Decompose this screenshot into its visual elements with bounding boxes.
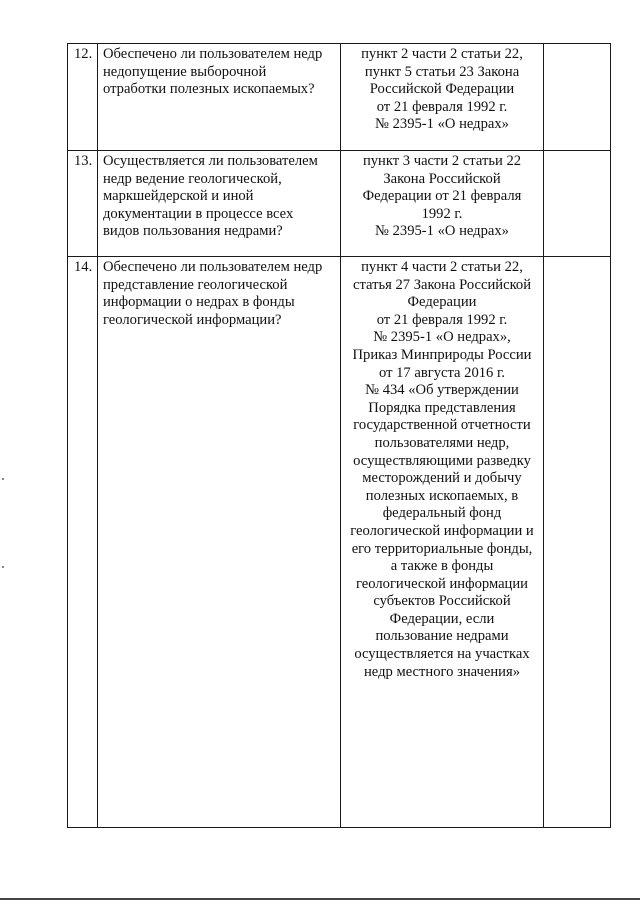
legal-reference-text: 1992 г. [421,205,463,222]
legal-reference-text: № 2395-1 «О недрах» [375,223,509,240]
answer-cell [544,44,611,151]
legal-reference-text: пункт 4 части 2 статьи 22, [361,259,523,275]
legal-reference-text: Федерации, если [389,610,495,627]
legal-reference-text: осуществляющими разведку [353,452,531,469]
legal-reference-cell [341,257,544,828]
legal-reference-text: № 2395-1 «О недрах» [375,116,509,133]
table-row [68,257,611,828]
legal-reference-text: геологической информации [355,575,528,592]
legal-reference-text: № 434 «Об утверждении [365,382,519,399]
legal-reference-text: геологической информации и [350,522,534,539]
legal-reference-text: пользование недрами [375,628,509,645]
answer-cell [544,151,611,257]
legal-reference-text: статья 27 Закона Российской [352,276,532,293]
question-text: Осуществляется ли пользователем [103,153,318,169]
legal-reference-text: Федерации [407,294,477,311]
legal-reference-text: Закона Российской [383,170,501,187]
checklist-table [67,43,611,828]
question-text: представление геологической [103,276,288,293]
question-text: документации в процессе всех [103,205,294,222]
legal-reference-text: федеральный фонд [382,505,502,522]
row-number: 12. [68,44,98,151]
question-text: недопущение выборочной [103,63,267,80]
legal-reference-text: от 17 августа 2016 г. [378,364,505,381]
scan-artifact [2,566,4,568]
legal-reference-cell [341,151,544,257]
question-text: видов пользования недрами? [103,223,283,240]
legal-reference-text: Российской Федерации [369,81,515,98]
row-number: 13. [68,151,98,257]
question-cell [98,151,341,257]
legal-reference-text: от 21 февраля 1992 г. [376,311,508,328]
table-row [68,44,611,151]
legal-reference-text: осуществляется на участках [354,646,530,663]
legal-reference-text: пользователями недр, [374,434,510,451]
question-cell [98,44,341,151]
question-text: информации о недрах в фонды [103,294,295,311]
legal-reference-text: месторождений и добычу [362,470,522,487]
legal-reference-text: Федерации от 21 февраля [362,188,522,205]
question-text: Обеспечено ли пользователем недр [103,259,323,275]
legal-reference-text: пункт 5 статьи 23 Закона [364,63,520,80]
legal-reference-text: Порядка представления [368,399,516,416]
legal-reference-text: полезных ископаемых, в [365,487,519,504]
answer-cell [544,257,611,828]
question-text: геологической информации? [103,311,282,328]
legal-reference-text: от 21 февраля 1992 г. [376,98,508,115]
legal-reference-text: государственной отчетности [353,417,531,434]
legal-reference-text: его территориальные фонды, [351,540,533,557]
legal-reference-cell [341,44,544,151]
legal-reference-text: субъектов Российской [373,593,511,610]
scan-artifact [2,478,4,480]
question-text: отработки полезных ископаемых? [103,81,315,98]
page-edge-line [0,898,640,900]
row-number: 14. [68,257,98,828]
legal-reference-text: пункт 3 части 2 статьи 22 [362,153,522,169]
legal-reference-text: а также в фонды [390,558,494,575]
legal-reference-text: № 2395-1 «О недрах», [373,329,511,346]
table-row [68,151,611,257]
legal-reference-text: Приказ Минприроды России [352,346,532,363]
question-text: недр ведение геологической, [103,170,282,187]
legal-reference-text: недр местного значения» [364,663,520,680]
question-cell [98,257,341,828]
question-text: маркшейдерской и иной [103,188,254,205]
question-text: Обеспечено ли пользователем недр [103,46,323,62]
legal-reference-text: пункт 2 части 2 статьи 22, [361,46,523,62]
